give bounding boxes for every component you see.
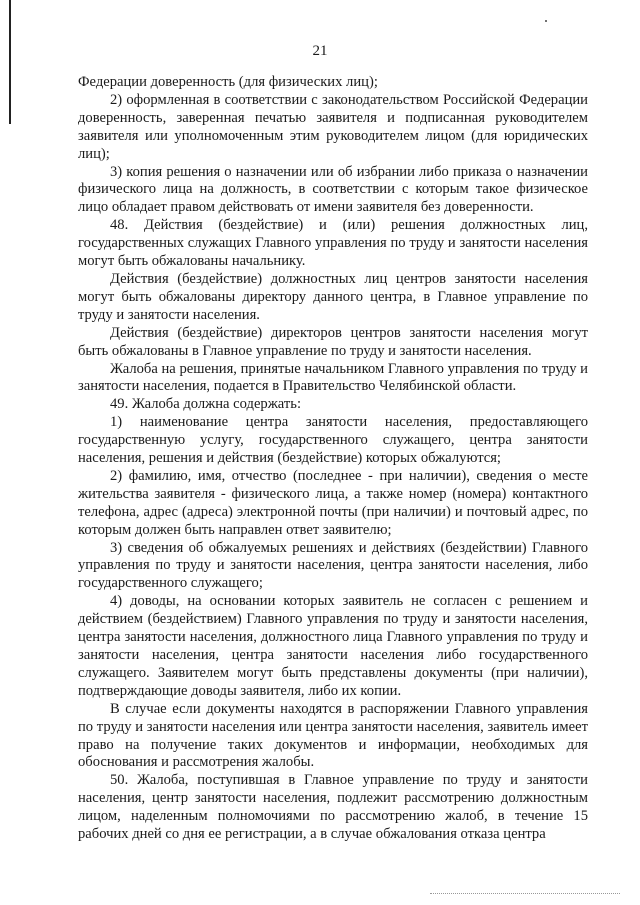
paragraph: 3) копия решения о назначении или об избрании либо приказа о назначении физического лица на должность, в соответствии с которым такое физическое лицо обладает правом действовать от имени заявителя без доверенности. — [78, 163, 588, 216]
paragraph: 3) сведения об обжалуемых решениях и действиях (бездействии) Главного управления по труду и занятости населения, центра занятости населения, либо государственного служащего; — [78, 539, 588, 592]
paragraph: 2) оформленная в соответствии с законодательством Российской Федерации доверенность, заверенная печатью заявителя и подписанная руководителем заявителя или уполномоченным этим руководителем лицом (для юридических лиц); — [78, 91, 588, 162]
paragraph: Действия (бездействие) директоров центров занятости населения могут быть обжалованы в Главное управление по труду и занятости населения. — [78, 324, 588, 359]
paragraph: Федерации доверенность (для физических лиц); — [78, 74, 378, 90]
document-body — [78, 74, 588, 844]
paragraph: 49. Жалоба должна содержать: — [110, 396, 301, 413]
page-number: 21 — [312, 43, 328, 59]
paragraph: 50. Жалоба, поступившая в Главное управление по труду и занятости населения, центр занятости населения, подлежит рассмотрению должностным лицом, наделенным полномочиями по рассмотрению жалоб, в течение 15 рабочих дней со дня ее регистрации, а в случае обжалования отказа центра — [78, 772, 588, 843]
scan-bottom-marks — [430, 893, 620, 895]
scan-speck — [545, 20, 547, 22]
paragraph: 4) доводы, на основании которых заявитель не согласен с решением и действием (бездействием) Главного управления по труду и занятости населения, центра занятости населения, должностного лица Главного управления по труду и занятости населения, центра занятости населения либо государственного служащего. Заявителем могут быть представлены документы (при наличии), подтверждающие доводы заявителя, либо их копии. — [78, 593, 588, 699]
paragraph: 48. Действия (бездействие) и (или) решения должностных лиц, государственных служащих Главного управления по труду и занятости населения могут быть обжалованы начальнику. — [78, 217, 588, 270]
paragraph: Жалоба на решения, принятые начальником Главного управления по труду и занятости населения, подается в Правительство Челябинской области. — [78, 360, 588, 395]
paragraph: Действия (бездействие) должностных лиц центров занятости населения могут быть обжалованы директору данного центра, в Главное управление по труду и занятости населения. — [78, 270, 588, 323]
paragraph: В случае если документы находятся в распоряжении Главного управления по труду и занятости населения или центра занятости населения, заявитель имеет право на получение таких документов и информации, необходимых для обоснования и рассмотрения жалобы. — [78, 700, 588, 771]
paragraph: 1) наименование центра занятости населения, предоставляющего государственную услугу, государственного служащего, центра занятости населения, решения и действия (бездействие) которых обжалуются; — [78, 414, 588, 467]
scan-edge-line — [9, 0, 11, 124]
paragraph: 2) фамилию, имя, отчество (последнее - при наличии), сведения о месте жительства заявителя - физического лица, а также номер (номера) контактного телефона, адрес (адреса) электронной почты (при наличии) и почтовый адрес, по которым должен быть направлен ответ заявителю; — [78, 467, 588, 538]
